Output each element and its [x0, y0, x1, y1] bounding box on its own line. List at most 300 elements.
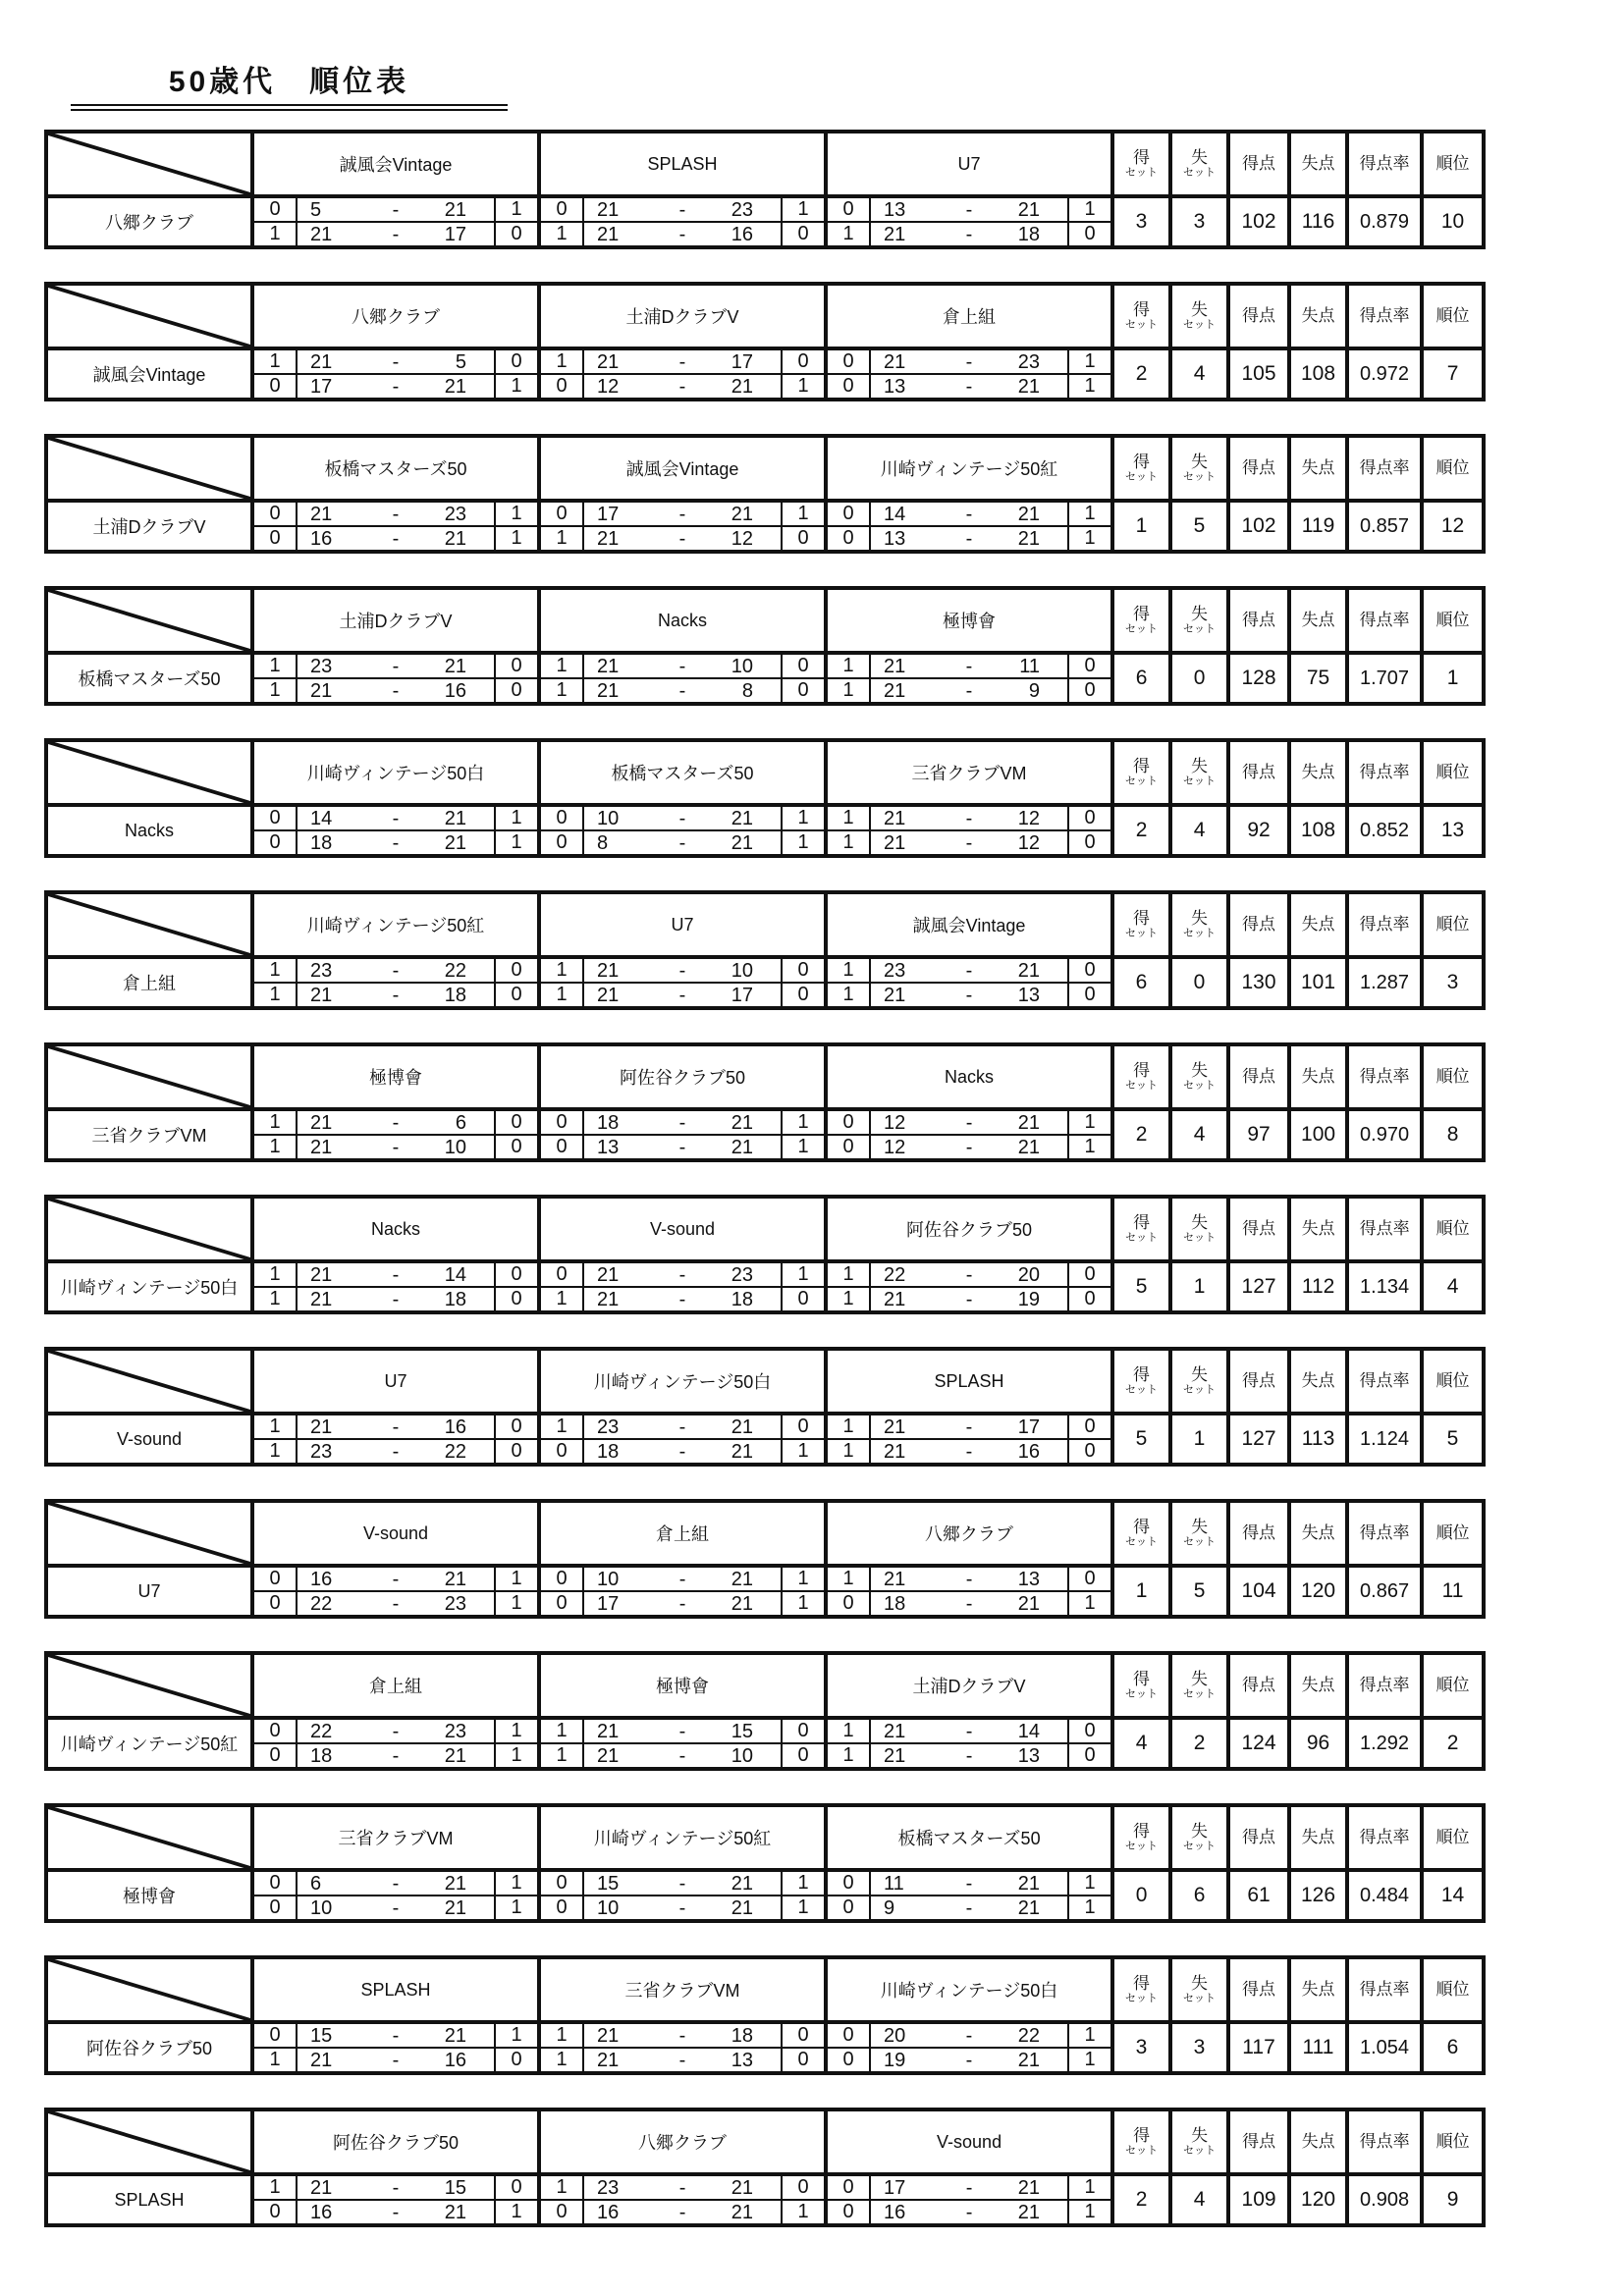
opponent-name: Nacks [826, 1044, 1112, 1109]
score-dash: - [678, 350, 686, 373]
diagonal-header-cell [46, 284, 252, 348]
opponent-name: 三省クラブVM [539, 1957, 826, 2022]
opponent-name: 川崎ヴィンテージ50紅 [826, 436, 1112, 501]
right-score: 21 [444, 1896, 466, 1919]
lost-sets-value: 3 [1170, 2022, 1228, 2073]
score-cell [297, 2048, 495, 2073]
right-score: 13 [1017, 1744, 1041, 1767]
lost-sets-header-bottom: セット [1183, 1536, 1217, 1549]
points-against-header: 失点 [1289, 2109, 1347, 2174]
right-set-flag: 1 [1068, 1896, 1112, 1921]
diagonal-header-cell [46, 436, 252, 501]
left-set-flag: 0 [826, 1896, 870, 1921]
won-sets-header-bottom: セット [1125, 1841, 1159, 1853]
right-score: 21 [731, 1440, 754, 1463]
right-set-flag: 0 [782, 348, 826, 374]
score-cell [870, 348, 1068, 374]
right-score: 16 [444, 679, 466, 702]
diagonal-line [48, 1199, 250, 1259]
team-name-cell: 八郷クラブ [46, 196, 252, 247]
score-cell [297, 1896, 495, 1921]
lost-sets-header-bottom: セット [1183, 1688, 1217, 1701]
score-cell [583, 348, 782, 374]
left-score: 17 [597, 1592, 620, 1615]
left-score: 21 [884, 1440, 906, 1463]
right-set-flag: 1 [782, 1870, 826, 1896]
diagonal-line [48, 133, 250, 194]
right-score: 18 [731, 2024, 753, 2047]
right-set-flag: 1 [495, 1718, 539, 1743]
points-against-value: 101 [1289, 957, 1347, 1008]
opponent-name: 土浦DクラブV [252, 588, 539, 653]
title-underline [71, 104, 508, 111]
score-dash: - [965, 679, 973, 702]
score-cell [583, 1109, 782, 1135]
left-score: 13 [884, 527, 906, 550]
score-cell [297, 1135, 495, 1160]
score-cell [583, 1135, 782, 1160]
right-set-flag: 0 [782, 526, 826, 552]
right-set-flag: 0 [1068, 1566, 1112, 1591]
right-score: 15 [731, 1720, 754, 1742]
diagonal-header-cell [46, 892, 252, 957]
point-ratio-value: 1.287 [1347, 957, 1422, 1008]
left-set-flag: 1 [252, 653, 297, 678]
rank-header: 順位 [1422, 1805, 1484, 1870]
points-for-value: 92 [1228, 805, 1289, 856]
right-set-flag: 0 [495, 2048, 539, 2073]
left-set-flag: 0 [252, 526, 297, 552]
won-sets-value: 6 [1112, 653, 1170, 704]
won-sets-value: 2 [1112, 348, 1170, 400]
opponent-name: 倉上組 [252, 1653, 539, 1718]
left-score: 23 [884, 959, 906, 982]
right-set-flag: 1 [782, 1591, 826, 1617]
rank-header: 順位 [1422, 892, 1484, 957]
score-cell [870, 983, 1068, 1008]
won-sets-header-top: 得 [1133, 147, 1151, 167]
won-sets-header [1112, 892, 1170, 957]
right-set-flag: 1 [782, 1261, 826, 1287]
points-against-value: 113 [1289, 1414, 1347, 1465]
left-score: 21 [310, 679, 333, 702]
right-set-flag: 0 [1068, 1414, 1112, 1439]
points-against-header: 失点 [1289, 588, 1347, 653]
score-dash: - [678, 1896, 686, 1919]
right-score: 21 [1017, 1136, 1041, 1158]
score-cell [583, 1287, 782, 1312]
point-ratio-header: 得点率 [1347, 1805, 1422, 1870]
opponent-name: 板橋マスターズ50 [252, 436, 539, 501]
right-score: 17 [1017, 1415, 1041, 1438]
score-cell [870, 1718, 1068, 1743]
won-sets-header-top: 得 [1133, 604, 1151, 623]
lost-sets-header-bottom: セット [1183, 623, 1217, 636]
left-score: 8 [597, 831, 609, 854]
left-set-flag: 0 [539, 196, 583, 222]
won-sets-value: 2 [1112, 2174, 1170, 2225]
won-sets-header-top: 得 [1133, 299, 1151, 319]
left-score: 16 [884, 2201, 906, 2223]
left-set-flag: 1 [826, 1743, 870, 1769]
points-for-value: 102 [1228, 501, 1289, 552]
points-for-value: 97 [1228, 1109, 1289, 1160]
page-title: 50歳代 順位表 [168, 66, 410, 98]
score-cell [870, 2048, 1068, 2073]
right-score: 21 [444, 807, 466, 829]
left-score: 14 [310, 807, 333, 829]
team-name-cell: 三省クラブVM [46, 1109, 252, 1160]
left-set-flag: 1 [826, 1287, 870, 1312]
point-ratio-header: 得点率 [1347, 1501, 1422, 1566]
score-dash: - [392, 2201, 400, 2223]
score-dash: - [678, 1592, 686, 1615]
points-for-value: 128 [1228, 653, 1289, 704]
score-dash: - [678, 1720, 686, 1742]
left-set-flag: 0 [826, 1135, 870, 1160]
lost-sets-header [1170, 588, 1228, 653]
opponent-name: 川崎ヴィンテージ50白 [826, 1957, 1112, 2022]
left-set-flag: 1 [826, 222, 870, 247]
left-set-flag: 1 [826, 805, 870, 830]
diagonal-line [48, 1655, 250, 1716]
score-dash: - [678, 655, 686, 677]
team-result-table [44, 1803, 1486, 1923]
left-score: 12 [597, 375, 620, 398]
left-score: 18 [310, 831, 333, 854]
right-score: 21 [444, 1872, 466, 1895]
score-dash: - [678, 2201, 686, 2223]
diagonal-line [48, 2111, 250, 2172]
points-for-value: 127 [1228, 1261, 1289, 1312]
page-title-wrap [71, 44, 508, 111]
score-dash: - [392, 984, 400, 1006]
lost-sets-header-top: 失 [1191, 908, 1209, 928]
lost-sets-value: 6 [1170, 1870, 1228, 1921]
team-result-table [44, 434, 1486, 554]
score-dash: - [965, 1415, 973, 1438]
right-set-flag: 0 [1068, 653, 1112, 678]
right-score: 21 [731, 1592, 754, 1615]
left-score: 23 [310, 959, 333, 982]
left-set-flag: 1 [539, 1287, 583, 1312]
left-score: 20 [884, 2024, 906, 2047]
lost-sets-value: 1 [1170, 1414, 1228, 1465]
left-set-flag: 1 [252, 983, 297, 1008]
right-score: 18 [731, 1288, 754, 1310]
team-result-table [44, 1651, 1486, 1771]
score-cell [583, 1870, 782, 1896]
score-dash: - [965, 984, 973, 1006]
rank-value: 14 [1422, 1870, 1484, 1921]
right-score: 6 [455, 1111, 466, 1134]
score-dash: - [392, 2176, 400, 2199]
score-cell [297, 653, 495, 678]
right-score: 22 [444, 1440, 466, 1463]
left-set-flag: 0 [252, 1743, 297, 1769]
left-set-flag: 0 [252, 1870, 297, 1896]
right-score: 21 [444, 655, 466, 677]
right-score: 21 [444, 2024, 466, 2047]
right-set-flag: 0 [1068, 983, 1112, 1008]
won-sets-header-bottom: セット [1125, 167, 1159, 180]
right-score: 21 [444, 2201, 466, 2223]
score-cell [583, 805, 782, 830]
left-score: 21 [884, 1415, 906, 1438]
opponent-name: V-sound [252, 1501, 539, 1566]
right-score: 21 [1017, 1896, 1041, 1919]
point-ratio-value: 1.124 [1347, 1414, 1422, 1465]
won-sets-header [1112, 2109, 1170, 2174]
won-sets-header-top: 得 [1133, 1821, 1151, 1841]
lost-sets-header-bottom: セット [1183, 1993, 1217, 2005]
right-set-flag: 0 [1068, 957, 1112, 983]
right-score: 13 [1017, 984, 1041, 1006]
left-set-flag: 1 [826, 983, 870, 1008]
opponent-name: 板橋マスターズ50 [826, 1805, 1112, 1870]
score-dash: - [678, 375, 686, 398]
right-set-flag: 1 [1068, 1591, 1112, 1617]
won-sets-header-top: 得 [1133, 756, 1151, 775]
opponent-name: 三省クラブVM [826, 740, 1112, 805]
right-set-flag: 0 [1068, 1261, 1112, 1287]
left-score: 21 [310, 1415, 333, 1438]
right-score: 10 [731, 1744, 754, 1767]
rank-header: 順位 [1422, 740, 1484, 805]
score-cell [297, 805, 495, 830]
left-score: 12 [884, 1136, 906, 1158]
opponent-name: 誠風会Vintage [539, 436, 826, 501]
score-dash: - [392, 1592, 400, 1615]
score-cell [870, 1870, 1068, 1896]
score-dash: - [965, 1744, 973, 1767]
right-set-flag: 1 [495, 2200, 539, 2225]
left-set-flag: 1 [252, 1261, 297, 1287]
right-set-flag: 0 [782, 1718, 826, 1743]
team-name-cell: 板橋マスターズ50 [46, 653, 252, 704]
rank-header: 順位 [1422, 284, 1484, 348]
right-set-flag: 0 [495, 1439, 539, 1465]
point-ratio-value: 1.292 [1347, 1718, 1422, 1769]
rank-value: 7 [1422, 348, 1484, 400]
won-sets-header-bottom: セット [1125, 1384, 1159, 1397]
lost-sets-header [1170, 1653, 1228, 1718]
points-for-header: 得点 [1228, 588, 1289, 653]
right-set-flag: 1 [1068, 1135, 1112, 1160]
won-sets-header-top: 得 [1133, 1669, 1151, 1688]
right-set-flag: 1 [782, 1439, 826, 1465]
rank-value: 1 [1422, 653, 1484, 704]
score-dash: - [678, 503, 686, 525]
left-set-flag: 1 [252, 678, 297, 704]
opponent-name: 倉上組 [826, 284, 1112, 348]
won-sets-header [1112, 1805, 1170, 1870]
left-set-flag: 0 [539, 374, 583, 400]
left-score: 21 [597, 1288, 620, 1310]
score-dash: - [392, 503, 400, 525]
rank-header: 順位 [1422, 1044, 1484, 1109]
score-cell [297, 1870, 495, 1896]
right-set-flag: 1 [1068, 526, 1112, 552]
left-score: 23 [310, 1440, 333, 1463]
left-set-flag: 1 [826, 1439, 870, 1465]
right-set-flag: 1 [495, 501, 539, 526]
points-for-value: 130 [1228, 957, 1289, 1008]
points-against-value: 75 [1289, 653, 1347, 704]
diagonal-line [48, 894, 250, 955]
left-set-flag: 1 [252, 1109, 297, 1135]
opponent-name: 川崎ヴィンテージ50白 [539, 1349, 826, 1414]
right-set-flag: 0 [495, 1261, 539, 1287]
left-set-flag: 0 [539, 805, 583, 830]
right-score: 16 [444, 1415, 466, 1438]
right-set-flag: 1 [1068, 2022, 1112, 2048]
right-set-flag: 0 [1068, 830, 1112, 856]
point-ratio-header: 得点率 [1347, 1197, 1422, 1261]
left-set-flag: 0 [252, 2022, 297, 2048]
right-set-flag: 0 [495, 653, 539, 678]
left-set-flag: 1 [539, 2048, 583, 2073]
score-dash: - [965, 1440, 973, 1463]
score-dash: - [678, 223, 686, 245]
lost-sets-header [1170, 1957, 1228, 2022]
score-dash: - [392, 1111, 400, 1134]
right-score: 21 [1017, 2176, 1041, 2199]
diagonal-header-cell [46, 1197, 252, 1261]
score-cell [583, 374, 782, 400]
left-set-flag: 1 [826, 830, 870, 856]
right-set-flag: 0 [782, 1743, 826, 1769]
right-score: 21 [1017, 2201, 1041, 2223]
points-against-value: 116 [1289, 196, 1347, 247]
right-score: 23 [731, 198, 753, 221]
right-set-flag: 0 [1068, 678, 1112, 704]
left-set-flag: 0 [252, 196, 297, 222]
right-set-flag: 1 [1068, 348, 1112, 374]
left-score: 22 [884, 1263, 906, 1286]
right-set-flag: 1 [495, 1591, 539, 1617]
lost-sets-header-bottom: セット [1183, 1841, 1217, 1853]
point-ratio-header: 得点率 [1347, 588, 1422, 653]
left-set-flag: 1 [826, 678, 870, 704]
left-score: 21 [597, 655, 620, 677]
score-cell [297, 1287, 495, 1312]
score-cell [870, 1287, 1068, 1312]
rank-value: 4 [1422, 1261, 1484, 1312]
score-cell [870, 501, 1068, 526]
points-against-header: 失点 [1289, 740, 1347, 805]
diagonal-line [48, 286, 250, 347]
left-set-flag: 1 [539, 1718, 583, 1743]
right-set-flag: 1 [782, 1566, 826, 1591]
lost-sets-header-top: 失 [1191, 299, 1209, 319]
score-cell [297, 222, 495, 247]
points-for-header: 得点 [1228, 1957, 1289, 2022]
left-set-flag: 0 [252, 501, 297, 526]
team-name-cell: U7 [46, 1566, 252, 1617]
right-score: 18 [444, 984, 466, 1006]
team-name-cell: Nacks [46, 805, 252, 856]
right-score: 23 [444, 503, 466, 525]
opponent-name: 三省クラブVM [252, 1805, 539, 1870]
score-dash: - [965, 2024, 973, 2047]
diagonal-line [48, 1503, 250, 1564]
rank-value: 2 [1422, 1718, 1484, 1769]
lost-sets-header-top: 失 [1191, 1364, 1209, 1384]
won-sets-header-bottom: セット [1125, 1232, 1159, 1245]
left-score: 10 [310, 1896, 333, 1919]
right-set-flag: 0 [495, 1109, 539, 1135]
left-score: 21 [597, 2024, 620, 2047]
won-sets-header [1112, 1957, 1170, 2022]
right-score: 18 [1017, 223, 1040, 245]
right-set-flag: 1 [495, 1566, 539, 1591]
score-cell [297, 1591, 495, 1617]
left-score: 21 [884, 1744, 906, 1767]
right-score: 21 [731, 2176, 754, 2199]
left-score: 5 [310, 198, 322, 221]
rank-header: 順位 [1422, 1653, 1484, 1718]
left-score: 21 [597, 984, 620, 1006]
team-result-table [44, 890, 1486, 1010]
right-set-flag: 0 [495, 2174, 539, 2200]
score-cell [297, 957, 495, 983]
left-set-flag: 1 [539, 653, 583, 678]
score-dash: - [392, 831, 400, 854]
point-ratio-header: 得点率 [1347, 740, 1422, 805]
right-set-flag: 0 [782, 983, 826, 1008]
left-score: 10 [597, 807, 620, 829]
left-score: 21 [597, 527, 620, 550]
left-score: 13 [597, 1136, 620, 1158]
right-score: 21 [1017, 503, 1041, 525]
right-score: 21 [1017, 959, 1041, 982]
opponent-name: SPLASH [539, 132, 826, 196]
score-dash: - [965, 2201, 973, 2223]
left-set-flag: 0 [826, 348, 870, 374]
right-set-flag: 0 [782, 222, 826, 247]
score-dash: - [392, 1440, 400, 1463]
left-set-flag: 0 [252, 1566, 297, 1591]
lost-sets-value: 1 [1170, 1261, 1228, 1312]
left-score: 21 [884, 984, 906, 1006]
lost-sets-header [1170, 1044, 1228, 1109]
right-set-flag: 1 [782, 1896, 826, 1921]
right-score: 21 [731, 1896, 754, 1919]
right-score: 21 [731, 807, 753, 829]
score-cell [870, 1414, 1068, 1439]
won-sets-header [1112, 740, 1170, 805]
right-score: 21 [731, 831, 753, 854]
score-dash: - [965, 1136, 973, 1158]
team-name-cell: 川崎ヴィンテージ50白 [46, 1261, 252, 1312]
right-set-flag: 0 [495, 348, 539, 374]
points-against-value: 119 [1289, 501, 1347, 552]
points-for-header: 得点 [1228, 892, 1289, 957]
right-score: 16 [444, 2049, 466, 2071]
lost-sets-value: 3 [1170, 196, 1228, 247]
points-against-header: 失点 [1289, 1501, 1347, 1566]
score-dash: - [678, 984, 686, 1006]
lost-sets-header [1170, 1805, 1228, 1870]
point-ratio-header: 得点率 [1347, 892, 1422, 957]
points-for-header: 得点 [1228, 1197, 1289, 1261]
score-cell [583, 1591, 782, 1617]
point-ratio-header: 得点率 [1347, 132, 1422, 196]
score-cell [583, 1439, 782, 1465]
won-sets-header-top: 得 [1133, 908, 1151, 928]
left-score: 21 [884, 1720, 906, 1742]
